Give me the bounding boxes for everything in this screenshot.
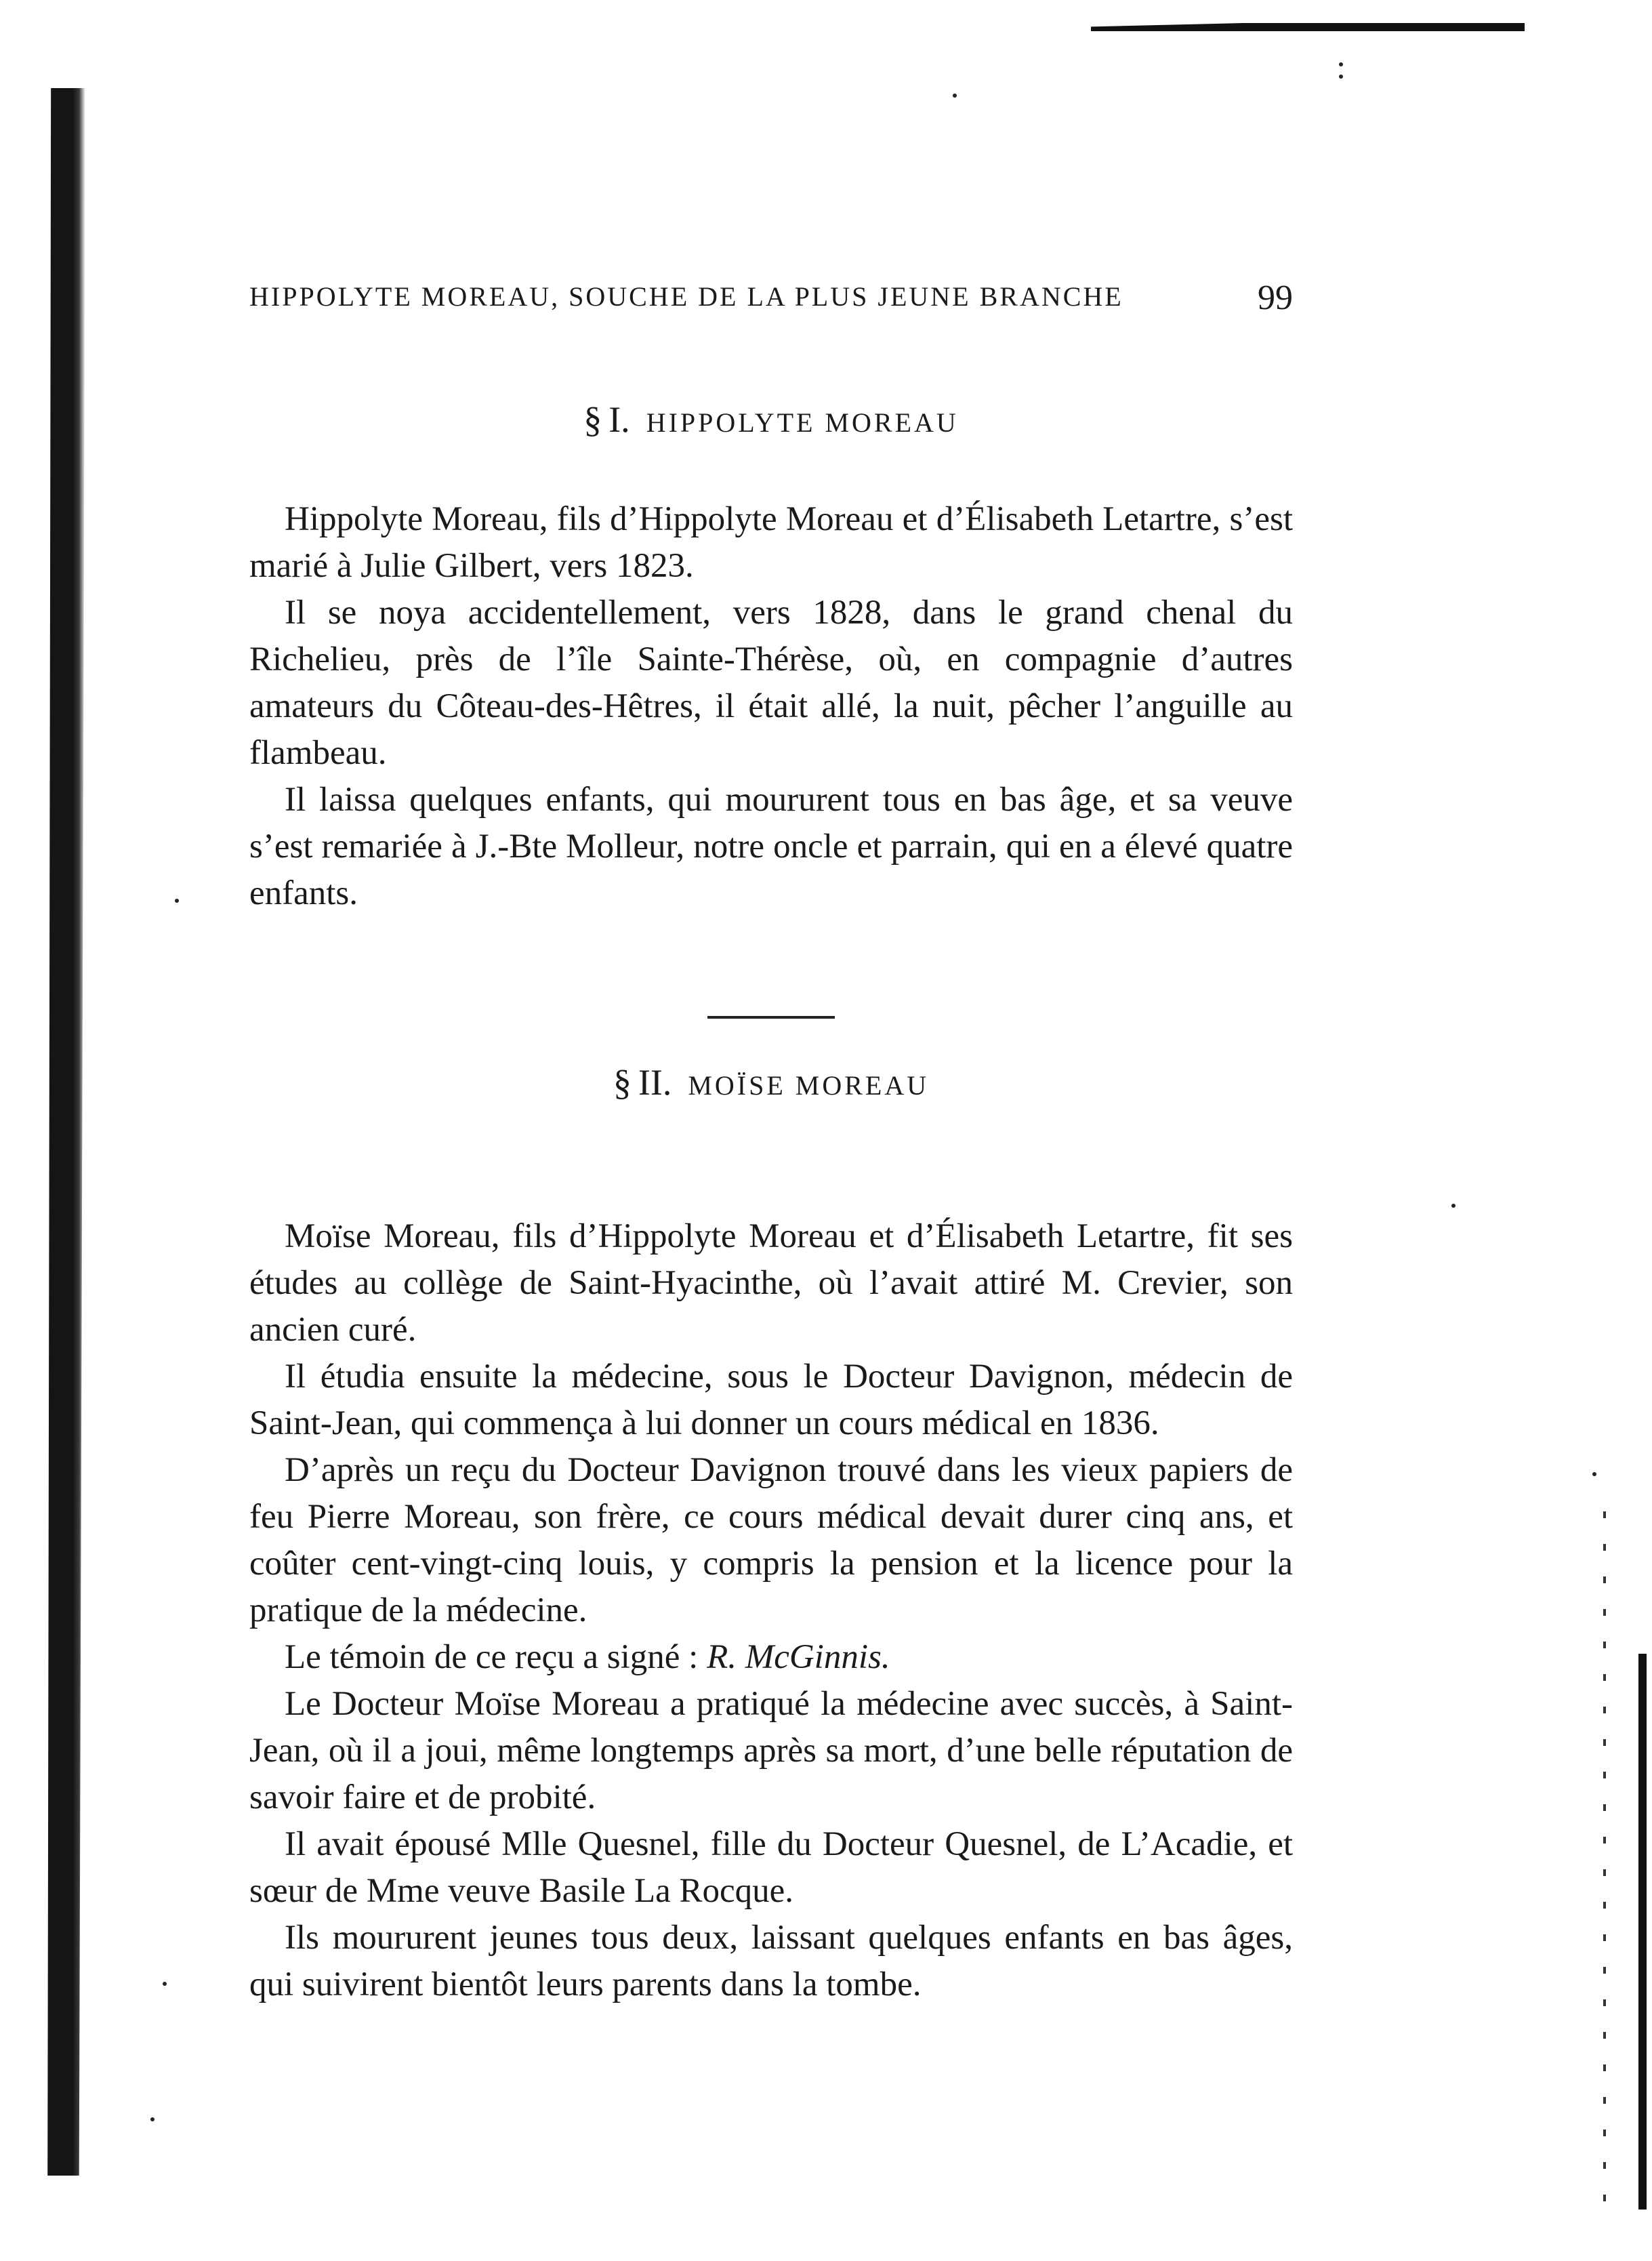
section-title: MOÏSE MOREAU [688,1070,930,1101]
paragraph: Moïse Moreau, fils d’Hippolyte Moreau et d’Élisabeth Letartre, fit ses études au collège de Saint-Hyacinthe, où l’avait attiré M. Crevier, son ancien curé. [249,1217,1293,1349]
paragraph: Il se noya accidentellement, vers 1828, dans le grand chenal du Richelieu, près de l’île Sainte-Thérèse, où, en compagnie d’autres amateurs du Côteau-des-Hêtres, il était allé, la nuit, pêcher l’anguille au flambeau. [249,594,1293,772]
scan-speck [1451,1204,1455,1208]
paragraph-with-signature [249,1634,1293,1681]
section-heading [249,1061,1293,1103]
paragraph: Ils moururent jeunes tous deux, laissant quelques enfants en bas âges, qui suivirent bientôt leurs parents dans la tombe. [249,1919,1293,2003]
section-number: I. [608,399,630,440]
paragraph-text: Le témoin de ce reçu a signé : [285,1638,699,1676]
scan-binding-shadow-right [1638,1654,1647,2209]
running-head [249,281,1293,319]
scan-speck [1339,75,1343,79]
scan-speck [150,2117,154,2121]
scan-dust-marks [1603,1511,1606,2203]
scan-speck [163,1982,167,1986]
scan-speck [1592,1472,1596,1476]
section-sign: § [583,399,602,440]
page-number: 99 [1258,279,1293,317]
section-body [249,1213,1293,2008]
section-number: II. [638,1062,672,1103]
scan-edge-rule [1091,16,1525,31]
paragraph: Il avait épousé Mlle Quesnel, fille du Docteur Quesnel, de L’Acadie, et sœur de Mme veuve Basile La Rocque. [249,1825,1293,1910]
running-head-title: HIPPOLYTE MOREAU, SOUCHE DE LA PLUS JEUNE BRANCHE [249,281,1123,312]
section-heading [249,399,1293,441]
section-sign: § [613,1062,632,1103]
paragraph: Hippolyte Moreau, fils d’Hippolyte Moreau et d’Élisabeth Letartre, s’est marié à Julie Gilbert, vers 1823. [249,500,1293,585]
section-title: HIPPOLYTE MOREAU [646,407,959,438]
scan-speck [175,899,179,903]
paragraph: D’après un reçu du Docteur Davignon trouvé dans les vieux papiers de feu Pierre Moreau, son frère, ce cours médical devait durer cinq ans, et coûter cent-vingt-cinq louis, y compris la pension et la licence pour la pratique de la médecine. [249,1451,1293,1629]
scan-binding-shadow-left [43,88,85,2176]
signature-name: R. McGinnis. [707,1638,890,1676]
scan-speck [1339,62,1343,66]
scan-speck [953,94,957,98]
section-divider [707,1016,835,1019]
paragraph: Il laissa quelques enfants, qui moururent tous en bas âge, et sa veuve s’est remariée à J.-Bte Molleur, notre oncle et parrain, qui en a élevé quatre enfants. [249,781,1293,912]
paragraph: Le Docteur Moïse Moreau a pratiqué la médecine avec succès, à Saint-Jean, où il a joui, même longtemps après sa mort, d’une belle réputation de savoir faire et de probité. [249,1685,1293,1816]
section-body [249,496,1293,917]
paragraph: Il étudia ensuite la médecine, sous le Docteur Davignon, médecin de Saint-Jean, qui commença à lui donner un cours médical en 1836. [249,1358,1293,1442]
